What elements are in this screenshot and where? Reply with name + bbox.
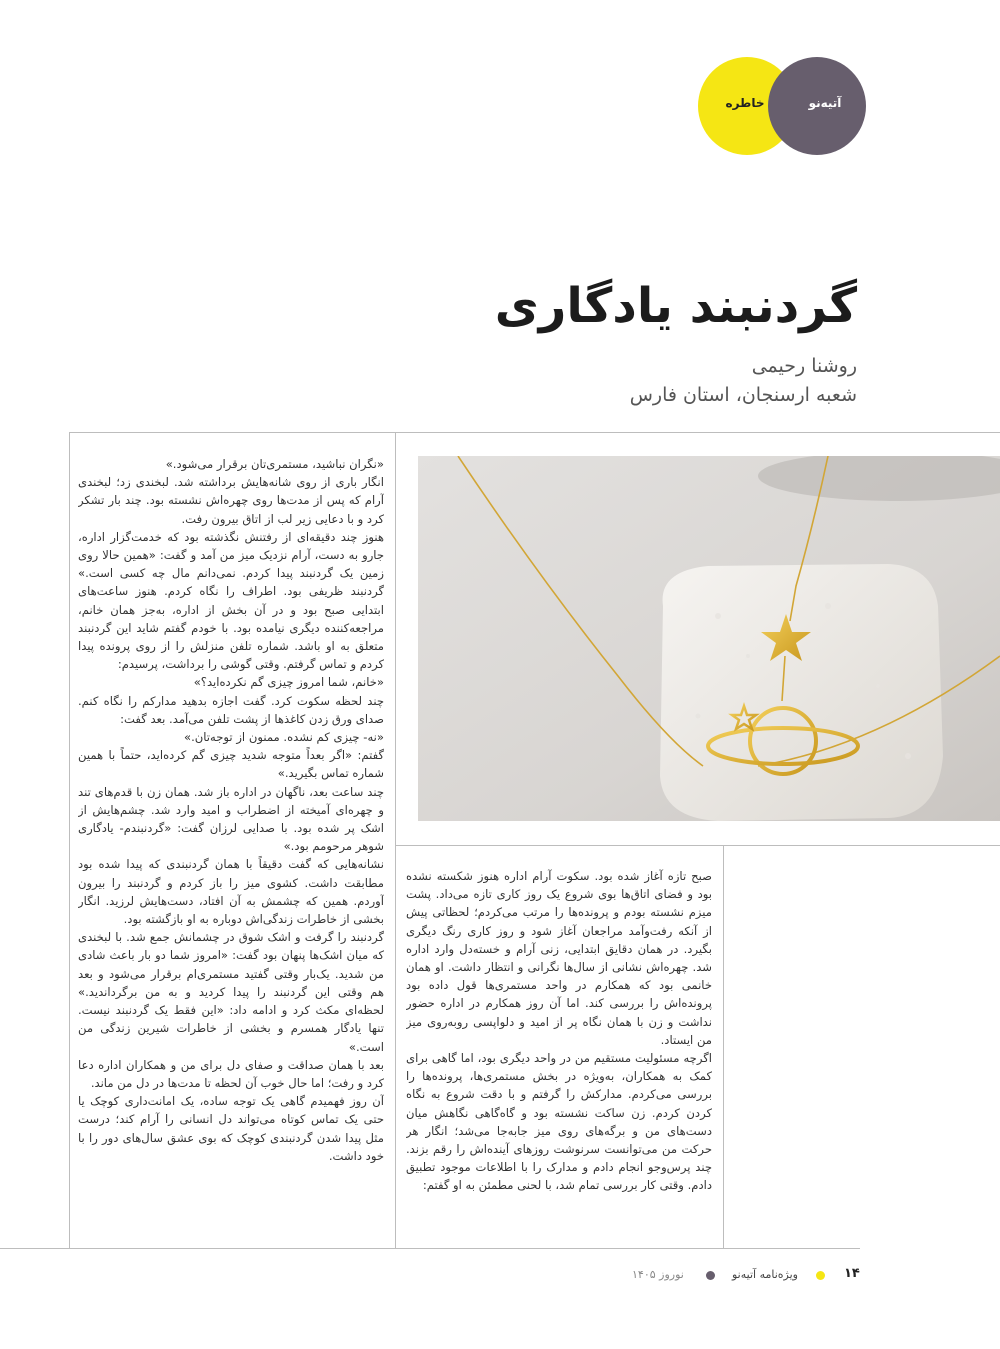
- section-label: خاطره: [725, 96, 765, 110]
- article-column-right: [406, 867, 712, 1227]
- necklace-photo: [418, 456, 1000, 821]
- magazine-name: ویژه‌نامه آتیه‌نو: [732, 1268, 798, 1281]
- paragraph: گردنبند را گرفت و اشک شوق در چشمانش جمع شد. با لبخندی که میان اشک‌ها پنهان بود گفت: «امروز شما دو بار باعث شادی من شدید. یک‌بار وقتی گفتید مستمری‌ام برقرار می‌شود و بعد هم وقتی این گردنبند را پیدا کردید و به من برگرداندید.» لحظه‌ای مکث کرد و ادامه داد: «این فقط یک گردنبند نیست. تنها یادگار همسرم و بخشی از خاطرات شیرین زندگی من است.»: [78, 930, 384, 1054]
- footer-dot-icon: [816, 1271, 825, 1280]
- issue-label: نوروز ۱۴۰۵: [632, 1268, 684, 1281]
- paragraph: هنوز چند دقیقه‌ای از رفتنش نگذشته بود که خدمت‌گزار اداره، جارو به دست، آرام نزدیک میز من آمد و گفت: «همین حالا روی زمین یک گردنبند پیدا کردم. نمی‌دانم مال چه کسی است.» گردنبند ظریفی بود. اطراف را نگاه کردم. هنوز ساعت‌های ابتدایی صبح بود و در آن بخش از اداره، به‌جز همان خانم، مراجعه‌کننده دیگری نیامده بود. با خودم گفتم شاید این گردنبند متعلق به او باشد. شماره تلفن منزلش را از روی پرونده پیدا کردم و تماس گرفتم. وقتی گوشی را برداشت، پرسیدم:: [78, 529, 384, 672]
- paragraph: انگار باری از روی شانه‌هایش برداشته شد. لبخندی زد؛ لبخندی آرام که پس از مدت‌ها روی چهره‌اش نشسته بود. چند بار تشکر کرد و با دعایی زیر لب از اتاق بیرون رفت.: [78, 475, 384, 526]
- divider: [69, 432, 70, 1248]
- paragraph: «نگران نباشید، مستمری‌تان برقرار می‌شود.»: [165, 457, 384, 471]
- paragraph: اگرچه مسئولیت مستقیم من در واحد دیگری بود، اما گاهی برای کمک به همکاران، به‌ویژه در بخش مستمری‌ها، پرونده‌ها را بررسی می‌کردم. مدارکش را گرفتم و با دقت شروع به نگاه کردن کردم. زن ساکت نشسته بود و گاه‌گاهی نگاهش میان دست‌های من و برگه‌های روی میز جابه‌جا می‌شد؛ انگار هر حرکت من می‌توانست سرنوشت روزهای آینده‌اش را رقم بزند. چند پرس‌وجو انجام دادم و مدارک را با اطلاعات موجود تطبیق دادم. وقتی کار بررسی تمام شد، با لحنی مطمئن به او گفتم:: [406, 1051, 712, 1193]
- article-title: گردنبند یادگاری: [494, 278, 857, 334]
- article-author: روشنا رحیمی: [751, 355, 857, 377]
- article-column-left: [78, 455, 384, 1225]
- paragraph: «نه- چیزی کم نشده. ممنون از توجه‌تان.»: [183, 730, 384, 745]
- paragraph: «خانم، شما امروز چیزی گم نکرده‌اید؟»: [193, 675, 384, 690]
- paragraph: چند ساعت بعد، ناگهان در اداره باز شد. همان زن با قدم‌های تند و چهره‌ای آمیخته از اضطراب و امید وارد شد. چشم‌هایش از اشک پر شده بود. با صدایی لرزان گفت: «گردنبندم- یادگاری شوهر مرحومم بود.»: [78, 784, 384, 854]
- article-branch: شعبه ارسنجان، استان فارس: [629, 384, 857, 406]
- paragraph: گفتم: «اگر بعداً متوجه شدید چیزی گم کرده‌اید، حتماً با همین شماره تماس بگیرید.»: [78, 748, 384, 781]
- footer-dot-icon: [706, 1271, 715, 1280]
- paragraph: آن روز فهمیدم گاهی یک توجه ساده، یک امانت‌داری کوچک یا حتی یک تماس کوتاه می‌تواند دل انسانی را آرام کند؛ درست مثل پیدا شدن گردنبندی کوچک که بوی عشق سال‌های دور را با خود داشت.: [78, 1094, 384, 1163]
- paragraph: نشانه‌هایی که گفت دقیقاً با همان گردنبندی که پیدا شده بود مطابقت داشت. کشوی میز را باز کردم و گردنبند را بیرون آوردم. همین که چشمش به آن افتاد، دست‌هایش لرزید. انگار بخشی از خاطرات زندگی‌اش دوباره به او بازگشته بود.: [78, 857, 384, 927]
- divider: [395, 432, 396, 1248]
- divider: [723, 845, 724, 1248]
- brand-label: آتیه‌نو: [808, 96, 842, 110]
- paragraph: بعد با همان صداقت و صفای دل برای من و همکاران اداره دعا کرد و رفت؛ اما حال خوب آن لحظه تا مدت‌ها در دل من ماند.: [78, 1057, 384, 1090]
- paragraph: صبح تازه آغاز شده بود. سکوت آرام اداره هنوز شکسته نشده بود و فضای اتاق‌ها بوی شروع یک روز کاری تازه می‌داد. پشت میزم نشسته بودم و پرونده‌ها را مرتب می‌کردم؛ لحظاتی پیش از آنکه رفت‌وآمد مراجعان آغاز شود و روز کاری رنگ دیگری بگیرد. در همان دقایق ابتدایی، زنی آرام و خسته‌دل وارد اداره شد. چهره‌اش نشانی از سال‌ها نگرانی و انتظار داشت. او همان خانمی بود که همکارم در واحد مستمری‌ها قول داده بود پرونده‌اش را بررسی کند. اما آن روز همکارم در اداره حضور نداشت و زن با همان نگاه پر از امید و دلواپسی روبه‌روی میز من ایستاد.: [406, 869, 712, 1047]
- page-number: ۱۴: [844, 1266, 860, 1281]
- divider: [69, 432, 1000, 433]
- paragraph: چند لحظه سکوت کرد. گفت اجازه بدهید مدارکم را نگاه کنم. صدای ورق زدن کاغذها از پشت تلفن می‌آمد. بعد گفت:: [78, 693, 384, 726]
- divider: [0, 1248, 860, 1249]
- divider: [396, 845, 1000, 846]
